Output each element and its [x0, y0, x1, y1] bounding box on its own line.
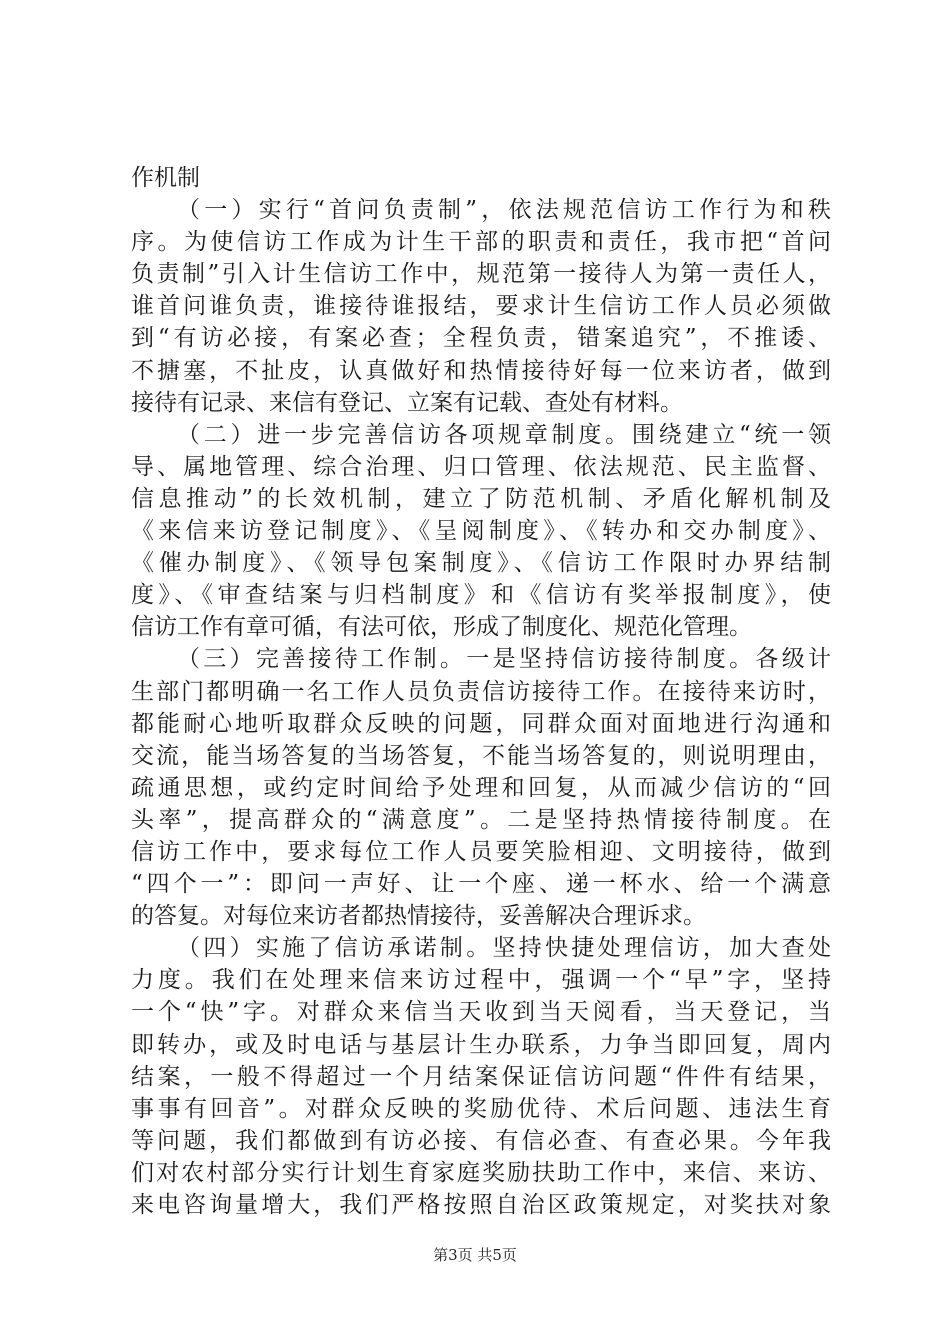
text-line: 事事有回音”。对群众反映的奖励优待、术后问题、违法生育 — [131, 1095, 831, 1122]
text-line: 信息推动”的长效机制，建立了防范机制、矛盾化解机制及 — [131, 485, 831, 512]
page-number-label: 第3页 共5页 — [433, 1246, 517, 1264]
text-line: 即转办，或及时电话与基层计生办联系，力争当即回复，周内 — [131, 1031, 831, 1058]
text-line: 一个“快”字。对群众来信当天收到当天阅看，当天登记，当 — [131, 999, 831, 1026]
text-line: 负责制”引入计生信访工作中，规范第一接待人为第一责任人， — [131, 261, 831, 288]
text-line: 结案，一般不得超过一个月结案保证信访问题“件件有结果， — [131, 1063, 831, 1090]
text-line: 序。为使信访工作成为计生干部的职责和责任，我市把“首问 — [131, 229, 831, 256]
text-line: 来电咨询量增大，我们严格按照自治区政策规定，对奖扶对象 — [131, 1192, 831, 1218]
text-line: 力度。我们在处理来信来访过程中，强调一个“早”字，坚持 — [131, 967, 831, 994]
text-line: 度》、《审查结案与归档制度》和《信访有奖举报制度》，使 — [131, 582, 831, 609]
text-line: 《来信来访登记制度》、《呈阅制度》、《转办和交办制度》、 — [131, 518, 831, 545]
text-line: 等问题，我们都做到有访必接、有信必查、有查必果。今年我 — [131, 1127, 831, 1154]
text-line: 导、属地管理、综合治理、归口管理、依法规范、民主监督、 — [131, 453, 831, 480]
text-line: 的答复。对每位来访者都热情接待，妥善解决合理诉求。 — [131, 903, 706, 930]
text-line: （二）进一步完善信访各项规章制度。围绕建立“统一领 — [177, 421, 831, 448]
text-line: 交流，能当场答复的当场答复，不能当场答复的，则说明理由， — [131, 742, 831, 769]
text-line: 信访工作中，要求每位工作人员要笑脸相迎、文明接待，做到 — [131, 838, 831, 865]
text-line: 《催办制度》、《领导包案制度》、《信访工作限时办界结制 — [131, 550, 831, 577]
text-line: （三）完善接待工作制。一是坚持信访接待制度。各级计 — [177, 646, 831, 673]
text-line: 接待有记录、来信有登记、立案有记载、查处有材料。 — [131, 389, 683, 416]
text-line: 疏通思想，或约定时间给予处理和回复，从而减少信访的“回 — [131, 774, 831, 801]
page-footer — [0, 1244, 950, 1265]
text-line: 作机制 — [131, 165, 200, 191]
text-line: 头率”，提高群众的“满意度”。二是坚持热情接待制度。在 — [131, 806, 831, 833]
text-line: （四）实施了信访承诺制。坚持快捷处理信访，加大查处 — [177, 935, 831, 962]
text-line: 不搪塞，不扯皮，认真做好和热情接待好每一位来访者，做到 — [131, 357, 831, 384]
text-line: 谁首问谁负责，谁接待谁报结，要求计生信访工作人员必须做 — [131, 293, 831, 320]
text-line: （一）实行“首问负责制”，依法规范信访工作行为和秩 — [177, 197, 831, 224]
text-line: 们对农村部分实行计划生育家庭奖励扶助工作中，来信、来访、 — [131, 1159, 831, 1186]
text-line: “四个一”：即问一声好、让一个座、递一杯水、给一个满意 — [131, 871, 831, 898]
text-line: 到“有访必接，有案必查；全程负责，错案追究”，不推诿、 — [131, 325, 831, 352]
text-line: 信访工作有章可循，有法可依，形成了制度化、规范化管理。 — [131, 614, 752, 641]
text-line: 都能耐心地听取群众反映的问题，同群众面对面地进行沟通和 — [131, 710, 831, 737]
document-body — [131, 162, 831, 1221]
text-line: 生部门都明确一名工作人员负责信访接待工作。在接待来访时， — [131, 678, 831, 705]
